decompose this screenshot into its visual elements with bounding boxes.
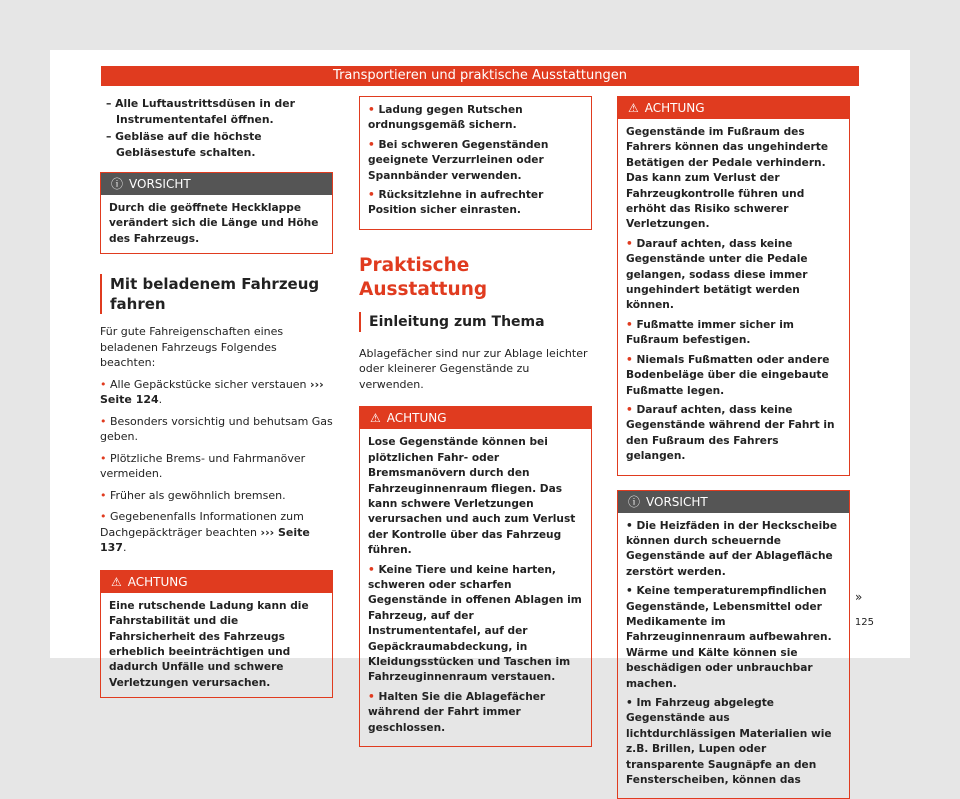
achtung-text: Eine rutschende Ladung kann die Fahrstabilität und die Fahrsicherheit des Fahrzeugs erheblich beeinträchtigen und dadurch Unfälle und schwere Verletzungen verursachen. [109, 599, 309, 689]
page-header: Transportieren und praktische Ausstattungen [101, 66, 859, 86]
page-number: 125 [854, 617, 874, 628]
box-bullet: • Bei schweren Gegenständen geeignete Verzurrleinen oder Spannbänder verwenden. [368, 138, 549, 182]
dash-list [100, 96, 333, 160]
vorsicht-box [100, 172, 333, 254]
achtung-continued-box [359, 96, 592, 230]
section-title: Praktische Ausstattung [359, 254, 488, 300]
page-reference[interactable]: ››› Seite 137 [100, 525, 310, 555]
bullet-item: • Plötzliche Brems- und Fahrmanöver vermeiden. [100, 451, 306, 481]
warning-triangle-icon: ⚠ [111, 574, 122, 589]
bullet-item: • Früher als gewöhnlich bremsen. [100, 488, 286, 502]
achtung-box [359, 406, 592, 747]
achtung-header: ⚠ ACHTUNG [101, 571, 332, 593]
box-bullet: • Halten Sie die Ablagefächer während der Fahrt immer geschlossen. [368, 690, 546, 734]
achtung-text: Gegenstände im Fußraum des Fahrers können das ungehinderte Betätigen der Pedale verhindern. Das kann zum Verlust der Fahrzeugkontrolle führen und erhöht das Risiko schwerer Verletzungen. [626, 126, 829, 231]
box-bullet: • Im Fahrzeug abgelegte Gegenstände aus lichtdurchlässigen Materialien wie z.B. Brillen, Lupen oder transparente Saugnäpfe an den Fensterscheiben, können das [626, 697, 832, 787]
sub-title: Einleitung zum Thema [359, 312, 592, 332]
info-circle-icon: ⓘ [628, 494, 641, 509]
bullet-item: • Gegebenenfalls Informationen zum Dachgepäckträger beachten ››› Seite 137. [100, 510, 310, 555]
column-2 [359, 96, 592, 747]
box-bullet: • Keine temperaturempfindlichen Gegenstände, Lebensmittel oder Medikamente im Fahrzeuginnenraum aufbewahren. Wärme und Kälte können sie beschädigen oder unbrauchbar machen. [626, 585, 832, 690]
section-title: Mit beladenem Fahrzeug fahren [100, 274, 333, 314]
intro-text: Ablagefächer sind nur zur Ablage leichter oder kleinerer Gegenstände zu verwenden. [359, 346, 588, 391]
achtung-header: ⚠ ACHTUNG [618, 97, 849, 119]
box-bullet: • Ladung gegen Rutschen ordnungsgemäß sichern. [368, 104, 523, 132]
achtung-box [617, 96, 850, 476]
vorsicht-text: Durch die geöffnete Heckklappe verändert sich die Länge und Höhe des Fahrzeugs. [109, 202, 319, 245]
column-3 [617, 96, 850, 799]
continue-arrow-icon: » [855, 590, 863, 604]
box-bullet: • Darauf achten, dass keine Gegenstände während der Fahrt in den Fußraum des Fahrers gelangen. [626, 403, 835, 463]
dash-item: – Gebläse auf die höchste Gebläsestufe schalten. [106, 130, 262, 159]
vorsicht-header: ⓘ VORSICHT [618, 491, 849, 513]
box-bullet: • Niemals Fußmatten oder andere Bodenbeläge über die eingebaute Fußmatte legen. [626, 353, 830, 397]
bullet-item: • Alle Gepäckstücke sicher verstauen ››› Seite 124. [100, 377, 324, 407]
achtung-text: Lose Gegenstände können bei plötzlichen Fahr- oder Bremsmanövern durch den Fahrzeuginnenraum fliegen. Das kann schwere Verletzungen verursachen und auch zum Verlust der Kontrolle über das Fahrzeug führen. [368, 436, 576, 557]
box-bullet: • Fußmatte immer sicher im Fußraum befestigen. [626, 318, 794, 347]
box-bullet: • Rücksitzlehne in aufrechter Position sicher einrasten. [368, 189, 544, 217]
vorsicht-box [617, 490, 850, 799]
box-bullet: • Darauf achten, dass keine Gegenstände unter die Pedale gelangen, sodass diese immer ungehindert betätigt werden können. [626, 237, 808, 312]
bullet-item: • Besonders vorsichtig und behutsam Gas geben. [100, 414, 333, 444]
warning-triangle-icon: ⚠ [370, 411, 381, 426]
page-reference[interactable]: ››› Seite 124 [100, 377, 324, 407]
achtung-box [100, 570, 333, 698]
achtung-header: ⚠ ACHTUNG [360, 407, 591, 429]
column-1 [100, 96, 333, 698]
box-bullet: • Die Heizfäden in der Heckscheibe können durch scheuernde Gegenstände auf der Ablagefläche zerstört werden. [626, 519, 837, 578]
box-bullet: • Keine Tiere und keine harten, schweren oder scharfen Gegenstände in offenen Ablagen im Fahrzeug, auf der Instrumententafel, auf der Gepäckraumabdeckung, in Kleidungsstücken und Taschen im Fahrzeuginnenraum verstauen. [368, 563, 582, 684]
intro-text: Für gute Fahreigenschaften eines beladenen Fahrzeugs Folgendes beachten: [100, 325, 284, 370]
dash-item: – Alle Luftaustrittsdüsen in der Instrumententafel öffnen. [106, 97, 295, 126]
vorsicht-header: ⓘ VORSICHT [101, 173, 332, 195]
warning-triangle-icon: ⚠ [628, 101, 639, 115]
info-circle-icon: ⓘ [111, 177, 124, 191]
